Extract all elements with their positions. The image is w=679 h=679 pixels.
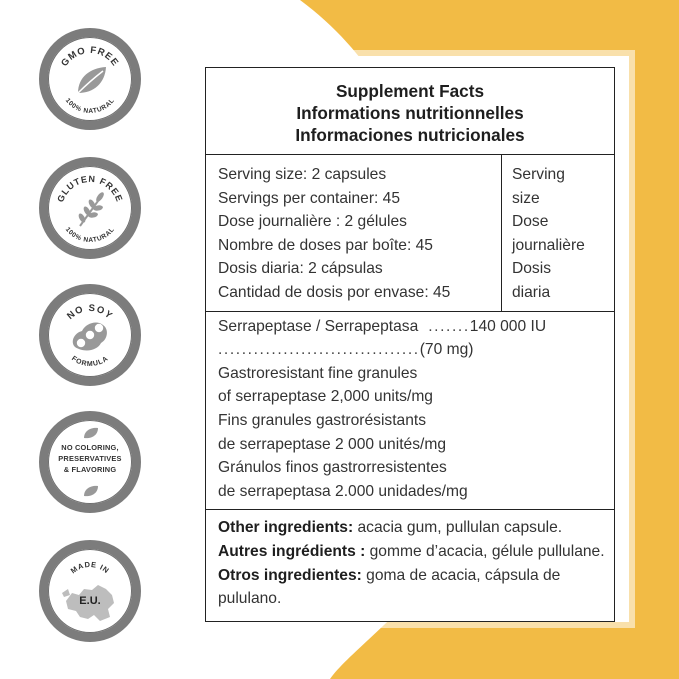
svg-text:100% NATURAL xyxy=(64,97,116,115)
gmo-free-badge-graphic xyxy=(48,37,132,121)
leader-dots: ....... xyxy=(428,317,470,335)
serving-line: Nombre de doses par boîte: 45 xyxy=(218,236,433,254)
facts-title-en: Supplement Facts xyxy=(335,81,485,101)
serving-line: Dose journalière : 2 gélules xyxy=(218,213,407,231)
serving-line: Servings per container: 45 xyxy=(218,189,401,207)
svg-text:GLUTEN FREE xyxy=(55,174,124,204)
other-ingredients-text-en: acacia gum, pullulan capsule. xyxy=(353,519,563,537)
column-header-line: Serving xyxy=(512,166,565,183)
gluten-free-badge-graphic xyxy=(48,166,132,250)
svg-text:GMO FREE xyxy=(59,45,121,69)
badge-center-text: E.U. xyxy=(79,595,101,607)
ingredient-description: de serrapeptasa 2.000 unidades/mg xyxy=(218,482,468,500)
badge-top-text: GMO FREE xyxy=(59,44,121,69)
serving-line: Dosis diaria: 2 cápsulas xyxy=(218,260,383,278)
badge-top-text: MADE IN xyxy=(68,559,112,576)
column-header-line: diaria xyxy=(512,283,551,301)
supplement-facts-table xyxy=(205,67,615,622)
ingredient-description: Gránulos finos gastrorresistentes xyxy=(218,459,447,477)
made-in-eu-badge xyxy=(39,540,141,642)
other-ingredients-label-fr: Autres ingrédients : xyxy=(218,542,366,560)
serving-section xyxy=(206,155,614,312)
svg-text:FORMULA xyxy=(70,355,110,368)
active-ingredient-amount: 140 000 IU xyxy=(469,317,547,335)
badge-top-text: GLUTEN FREE xyxy=(55,173,125,204)
gmo-free-badge xyxy=(39,28,141,130)
other-ingredients-label-en: Other ingredients: xyxy=(218,519,354,537)
badge-line: PRESERVATIVES xyxy=(58,454,122,463)
facts-header xyxy=(206,68,614,155)
ingredient-description: of serrapeptase 2,000 units/mg xyxy=(218,388,433,406)
wheat-icon xyxy=(77,191,105,226)
column-header-line: Dosis xyxy=(512,260,551,278)
serving-info xyxy=(206,155,502,311)
badge-line: & FLAVORING xyxy=(63,465,117,474)
facts-title-fr: Informations nutritionnelles xyxy=(296,103,524,123)
ingredient-description: Gastroresistant fine granules xyxy=(218,364,418,382)
facts-title-es: Informaciones nutricionales xyxy=(295,125,525,145)
active-ingredient-name: Serrapeptase / Serrapeptasa xyxy=(218,317,419,335)
ingredient-description: de serrapeptase 2 000 unités/mg xyxy=(218,435,446,453)
active-ingredient-amount-mg: (70 mg) xyxy=(419,341,474,359)
made-in-eu-badge-graphic xyxy=(48,549,132,633)
badge-bottom-text: FORMULA xyxy=(70,355,110,369)
svg-text:MADE IN xyxy=(69,560,111,576)
badge-top-text: NO SOY xyxy=(65,302,115,322)
no-soy-badge-graphic xyxy=(48,293,132,377)
badge-line: NO COLORING, xyxy=(61,443,119,452)
no-soy-badge xyxy=(39,284,141,386)
other-ingredients-text-es: goma de acacia, cápsula de pululano. xyxy=(218,566,561,608)
badge-bottom-text: 100% NATURAL xyxy=(63,226,117,245)
ingredient-description: Fins granules gastrorésistants xyxy=(218,411,427,429)
other-ingredients-label-es: Otros ingredientes: xyxy=(218,566,362,584)
serving-line: Cantidad de dosis por envase: 45 xyxy=(218,283,451,301)
no-coloring-badge xyxy=(39,411,141,513)
other-ingredients-section xyxy=(206,510,614,620)
column-header-line: Dose xyxy=(512,213,549,231)
active-ingredient-section xyxy=(206,312,614,511)
other-ingredients-text-fr: gomme d’acacia, gélule pullulane. xyxy=(365,542,605,560)
column-header-line: journalière xyxy=(512,236,585,254)
serving-column-header xyxy=(502,155,614,311)
svg-text:100% NATURAL xyxy=(64,226,116,244)
active-ingredient-row xyxy=(218,315,604,339)
active-ingredient-row xyxy=(218,338,604,362)
svg-text:NO SOY xyxy=(65,303,115,322)
column-header-line: size xyxy=(512,189,540,207)
leaf-icon xyxy=(78,67,106,93)
gluten-free-badge xyxy=(39,157,141,259)
serving-line: Serving size: 2 capsules xyxy=(218,166,387,183)
soybean-icon xyxy=(73,323,107,351)
leader-dots: .................................. xyxy=(218,341,420,359)
badge-bottom-text: 100% NATURAL xyxy=(63,97,117,116)
